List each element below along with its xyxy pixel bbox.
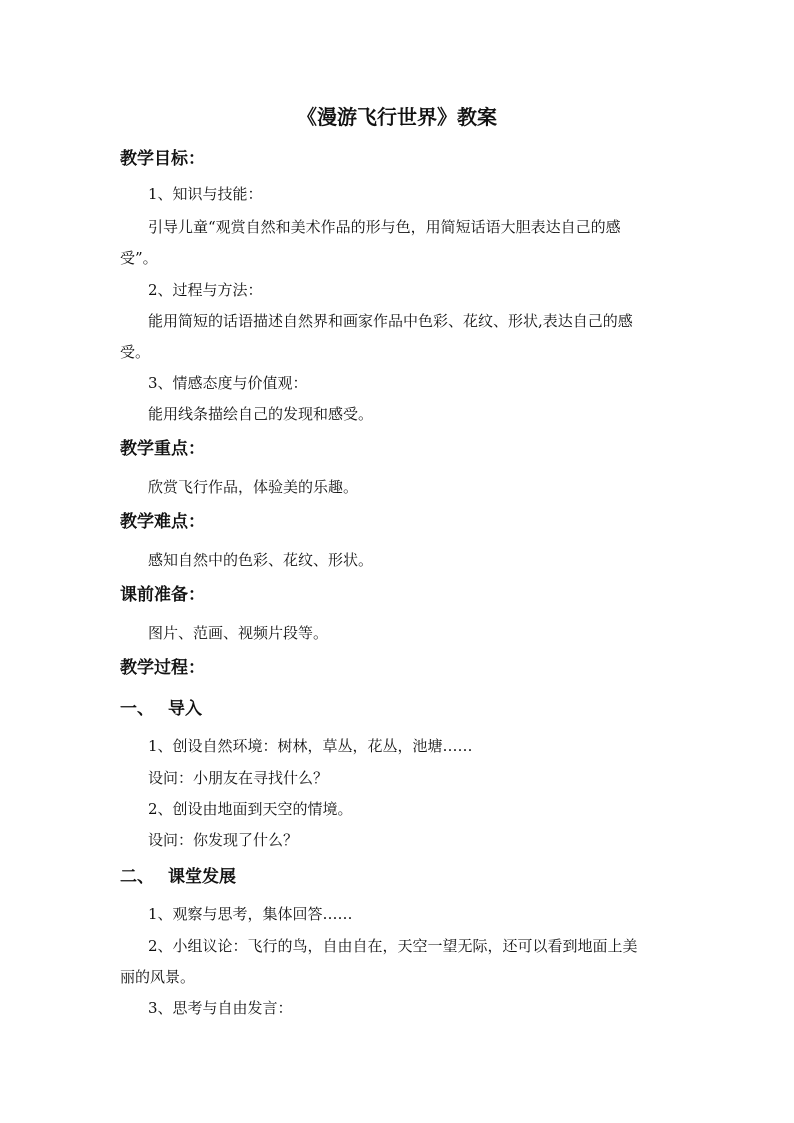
section2-number: 二、: [120, 867, 154, 887]
difficulties-text: 感知自然中的色彩、花纹、形状。: [148, 551, 374, 569]
section1-title: 导入: [168, 699, 202, 719]
goals-item3-label: 3、情感态度与价值观：: [148, 374, 308, 392]
goals-item1-text-line2: 受”。: [120, 249, 158, 267]
section2-line2-part2: 丽的风景。: [120, 968, 196, 986]
goals-item2-text-line2: 受。: [120, 343, 151, 361]
goals-item1-label: 1、知识与技能：: [148, 185, 263, 203]
goals-item1-text-line1: 引导儿童“观赏自然和美术作品的形与色，用简短话语大胆表达自己的感: [148, 218, 621, 236]
preparation-heading: 课前准备：: [120, 585, 205, 605]
section1-line4: 设问：你发现了什么？: [148, 831, 299, 849]
section2-line3: 3、思考与自由发言：: [148, 999, 293, 1017]
process-heading: 教学过程：: [120, 658, 205, 678]
key-points-text: 欣赏飞行作品，体验美的乐趣。: [148, 478, 359, 496]
section1-heading: [120, 698, 202, 720]
section2-line2-part1: 2、小组议论：飞行的鸟，自由自在，天空一望无际，还可以看到地面上美: [148, 937, 638, 955]
preparation-text: 图片、范画、视频片段等。: [148, 624, 329, 642]
section2-heading: [120, 866, 236, 888]
section2-line1: 1、观察与思考，集体回答……: [148, 905, 353, 923]
goals-heading: 教学目标：: [120, 149, 205, 169]
section1-line1: 1、创设自然环境：树林，草丛，花丛，池塘……: [148, 737, 473, 755]
goals-item2-text-line1: 能用简短的话语描述自然界和画家作品中色彩、花纹、形状,表达自己的感: [148, 312, 633, 330]
document-title: 《漫游飞行世界》教案: [297, 105, 497, 129]
goals-item3-text: 能用线条描绘自己的发现和感受。: [148, 405, 374, 423]
section1-line2: 设问：小朋友在寻找什么？: [148, 769, 329, 787]
goals-item2-label: 2、过程与方法：: [148, 281, 263, 299]
difficulties-heading: 教学难点：: [120, 512, 205, 532]
key-points-heading: 教学重点：: [120, 439, 205, 459]
section1-number: 一、: [120, 699, 154, 719]
section1-line3: 2、创设由地面到天空的情境。: [148, 800, 353, 818]
section2-title: 课堂发展: [168, 867, 236, 887]
